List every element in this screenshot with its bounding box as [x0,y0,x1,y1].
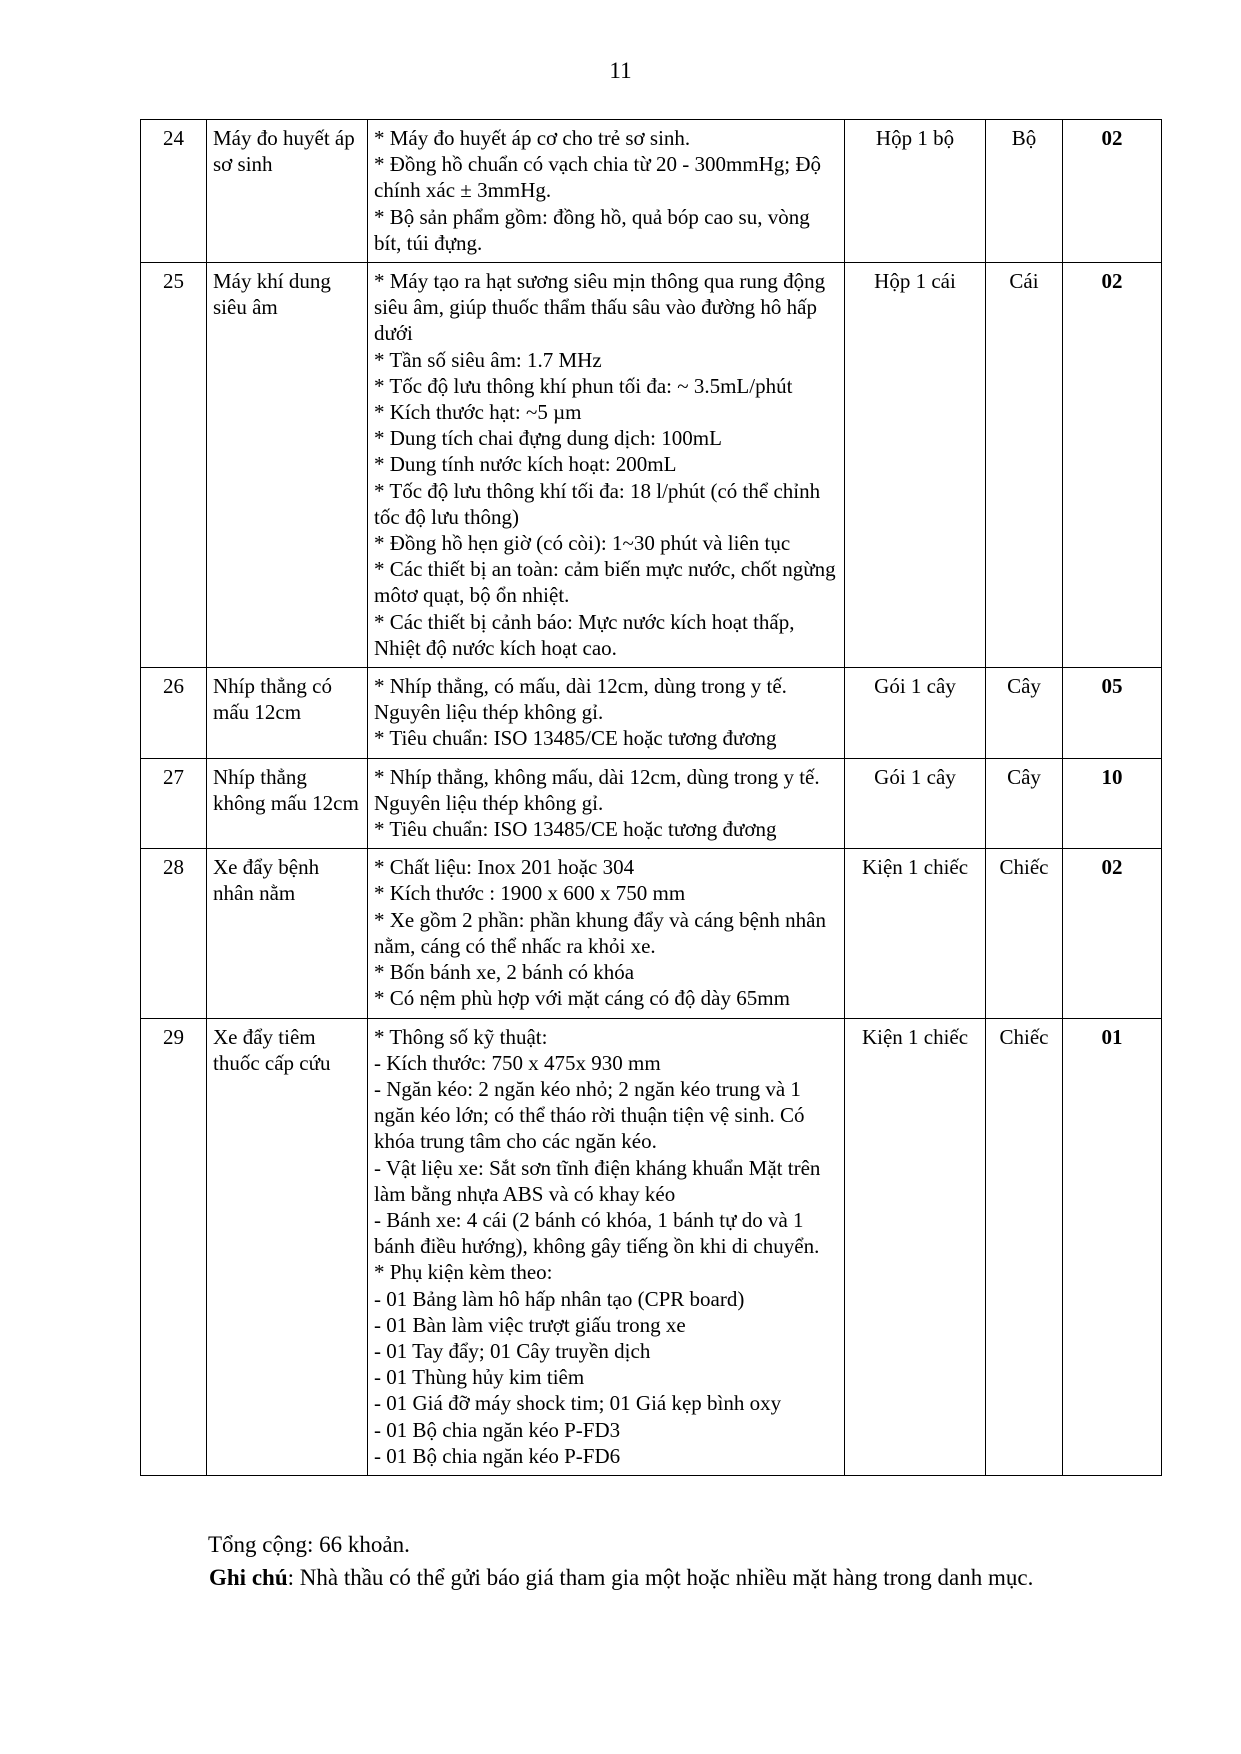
spec-line: * Chất liệu: Inox 201 hoặc 304 [374,855,635,880]
row-number: 28 [141,849,207,1018]
packing-spec: Kiện 1 chiếc [845,1018,986,1475]
unit: Bộ [986,120,1063,263]
packing-spec: Hộp 1 bộ [845,120,986,263]
table-row [141,263,1162,668]
packing-spec: Gói 1 cây [845,758,986,849]
row-number: 27 [141,758,207,849]
row-number: 25 [141,263,207,668]
spec-line: * Thông số kỹ thuật: [374,1024,548,1049]
spec-line: - 01 Bảng làm hô hấp nhân tạo (CPR board) [374,1286,745,1311]
spec-line: * Kích thước hạt: ~5 µm [374,400,582,425]
item-name: Xe đẩy bệnh nhân nằm [207,849,368,1018]
spec-line: * Xe gồm 2 phần: phần khung đẩy và cáng bệnh nhân nằm, cáng có thể nhấc ra khỏi xe. [374,907,826,958]
row-number: 29 [141,1018,207,1475]
spec-line: * Tốc độ lưu thông khí phun tối đa: ~ 3.5mL/phút [374,373,793,398]
spec-line: * Máy đo huyết áp cơ cho trẻ sơ sinh. [374,126,691,150]
spec-line: * Kích thước : 1900 x 600 x 750 mm [374,881,686,906]
row-number: 24 [141,120,207,263]
spec-line: - 01 Bàn làm việc trượt giấu trong xe [374,1312,686,1337]
item-name: Nhíp thẳng có mấu 12cm [207,668,368,759]
item-specification [368,849,845,1018]
quantity: 05 [1063,668,1162,759]
spec-line: - Ngăn kéo: 2 ngăn kéo nhỏ; 2 ngăn kéo trung và 1 ngăn kéo lớn; có thể tháo rời thuận tiện vệ sinh. Có khóa trung tâm cho các ngăn kéo. [374,1076,805,1154]
note-paragraph [125,1562,1147,1594]
page-number: 11 [609,58,632,83]
spec-line: * Tốc độ lưu thông khí tối đa: 18 l/phút (có thể chỉnh tốc độ lưu thông) [374,478,821,529]
spec-line: - 01 Bộ chia ngăn kéo P-FD3 [374,1417,621,1442]
table-row [141,758,1162,849]
spec-line: - Bánh xe: 4 cái (2 bánh có khóa, 1 bánh tự do và 1 bánh điều hướng), không gây tiếng ồn khi di chuyển. [374,1207,820,1259]
item-name: Máy đo huyết áp sơ sinh [207,120,368,263]
spec-line: * Tiêu chuẩn: ISO 13485/CE hoặc tương đương [374,726,777,751]
total-count: Tổng cộng: 66 khoản. [208,1532,410,1557]
note-text: : Nhà thầu có thể gửi báo giá tham gia một hoặc nhiều mặt hàng trong danh mục. [287,1565,1034,1590]
spec-line: * Có nệm phù hợp với mặt cáng có độ dày 65mm [374,986,790,1011]
packing-spec: Kiện 1 chiếc [845,849,986,1018]
quantity: 02 [1063,263,1162,668]
spec-line: * Tiêu chuẩn: ISO 13485/CE hoặc tương đương [374,817,777,842]
packing-spec: Gói 1 cây [845,668,986,759]
spec-line: * Đồng hồ hẹn giờ (có còi): 1~30 phút và liên tục [374,531,791,556]
table-row [141,668,1162,759]
packing-spec: Hộp 1 cái [845,263,986,668]
spec-line: * Các thiết bị cảnh báo: Mực nước kích hoạt thấp, Nhiệt độ nước kích hoạt cao. [374,609,795,660]
unit: Cây [986,668,1063,759]
quantity: 02 [1063,849,1162,1018]
table-body [141,120,1162,1476]
spec-line: * Dung tính nước kích hoạt: 200mL [374,452,677,477]
item-specification [368,1018,845,1475]
table-row [141,120,1162,263]
spec-line: - 01 Tay đẩy; 01 Cây truyền dịch [374,1338,651,1363]
item-name: Nhíp thẳng không mấu 12cm [207,758,368,849]
spec-line: * Tần số siêu âm: 1.7 MHz [374,347,602,372]
unit: Cây [986,758,1063,849]
quantity: 10 [1063,758,1162,849]
spec-line: * Nhíp thẳng, có mấu, dài 12cm, dùng trong y tế. Nguyên liệu thép không gỉ. [374,674,787,725]
item-specification [368,263,845,668]
note-label: Ghi chú [209,1565,288,1590]
spec-line: - Kích thước: 750 x 475x 930 mm [374,1050,661,1075]
spec-line: * Nhíp thẳng, không mấu, dài 12cm, dùng trong y tế. Nguyên liệu thép không gỉ. [374,764,820,815]
spec-line: * Bốn bánh xe, 2 bánh có khóa [374,960,635,985]
quantity: 01 [1063,1018,1162,1475]
table-row [141,849,1162,1018]
spec-line: * Máy tạo ra hạt sương siêu mịn thông qua rung động siêu âm, giúp thuốc thẩm thấu sâu vào đường hô hấp dưới [374,269,826,346]
spec-line: * Bộ sản phẩm gồm: đồng hồ, quả bóp cao su, vòng bít, túi đựng. [374,204,810,255]
spec-line: - Vật liệu xe: Sắt sơn tĩnh điện kháng khuẩn Mặt trên làm bằng nhựa ABS và có khay kéo [374,1155,821,1206]
unit: Chiếc [986,1018,1063,1475]
item-name: Xe đẩy tiêm thuốc cấp cứu [207,1018,368,1475]
unit: Chiếc [986,849,1063,1018]
item-specification [368,758,845,849]
unit: Cái [986,263,1063,668]
item-name: Máy khí dung siêu âm [207,263,368,668]
spec-line: - 01 Thùng hủy kim tiêm [374,1365,585,1390]
quantity: 02 [1063,120,1162,263]
table-row [141,1018,1162,1475]
spec-line: * Dung tích chai đựng dung dịch: 100mL [374,426,722,451]
spec-line: * Phụ kiện kèm theo: [374,1260,553,1285]
row-number: 26 [141,668,207,759]
item-specification [368,668,845,759]
spec-line: * Đồng hồ chuẩn có vạch chia từ 20 - 300mmHg; Độ chính xác ± 3mmHg. [374,152,822,203]
equipment-table [140,119,1162,1476]
spec-line: - 01 Giá đỡ máy shock tim; 01 Giá kẹp bình oxy [374,1391,782,1416]
spec-line: * Các thiết bị an toàn: cảm biến mực nước, chốt ngừng môtơ quạt, bộ ổn nhiệt. [374,557,836,608]
item-specification [368,120,845,263]
spec-line: - 01 Bộ chia ngăn kéo P-FD6 [374,1443,621,1468]
